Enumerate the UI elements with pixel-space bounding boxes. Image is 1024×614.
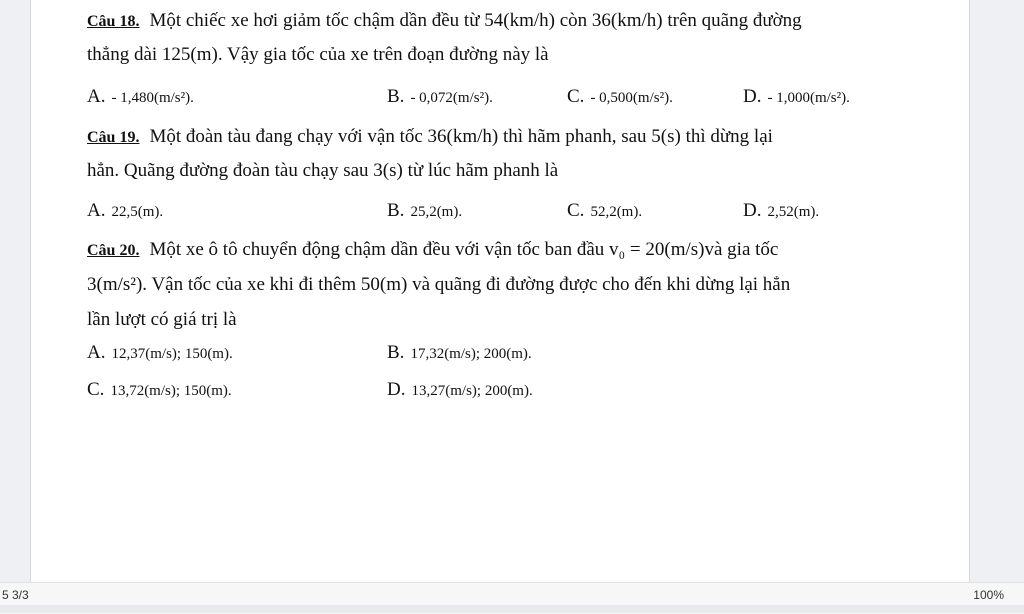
option-c: C. - 0,500(m/s²). (567, 86, 673, 107)
option-a: A. 22,5(m). (87, 200, 164, 221)
question-20-label: Câu 20. (87, 242, 140, 259)
option-d: D. - 1,000(m/s²). (743, 86, 850, 107)
option-b: B. 17,32(m/s); 200(m). (387, 342, 532, 363)
question-18-line-1: Câu 18. Một chiếc xe hơi giảm tốc chậm dần đều từ 54(km/h) còn 36(km/h) trên quãng đường (87, 10, 802, 31)
document-page (31, 0, 969, 582)
bottom-strip (0, 605, 1024, 613)
question-19-label: Câu 19. (87, 129, 140, 146)
option-b: B. - 0,072(m/s²). (387, 86, 493, 107)
question-18-line-2: thẳng dài 125(m). Vậy gia tốc của xe trên đoạn đường này là (87, 44, 549, 65)
page-indicator[interactable]: 5 3/3 (2, 588, 29, 602)
option-c: C. 13,72(m/s); 150(m). (87, 379, 232, 400)
question-19-line-2: hẳn. Quãng đường đoàn tàu chạy sau 3(s) từ lúc hãm phanh là (87, 160, 559, 181)
question-20-line-2: 3(m/s²). Vận tốc của xe khi đi thêm 50(m) và quãng đi đường được cho đến khi dừng lại hẳn (87, 274, 791, 295)
question-20-options-row-2 (87, 377, 947, 403)
question-19-line-1: Câu 19. Một đoàn tàu đang chạy với vận tốc 36(km/h) thì hãm phanh, sau 5(s) thì dừng lại (87, 126, 773, 147)
question-20-options-row-1 (87, 340, 947, 366)
question-19-options (87, 198, 947, 224)
option-c: C. 52,2(m). (567, 200, 643, 221)
option-a: A. - 1,480(m/s²). (87, 86, 194, 107)
question-18-label: Câu 18. (87, 13, 140, 30)
option-d: D. 2,52(m). (743, 200, 820, 221)
question-18-options (87, 84, 947, 110)
option-d: D. 13,27(m/s); 200(m). (387, 379, 533, 400)
option-a: A. 12,37(m/s); 150(m). (87, 342, 233, 363)
zoom-level[interactable]: 100% (973, 588, 1004, 602)
question-20-line-1: Câu 20. Một xe ô tô chuyển động chậm dần đều với vận tốc ban đầu v₀ = 20(m/s)và gia tốc (87, 239, 779, 260)
question-20-line-3: lần lượt có giá trị là (87, 309, 237, 330)
option-b: B. 25,2(m). (387, 200, 463, 221)
